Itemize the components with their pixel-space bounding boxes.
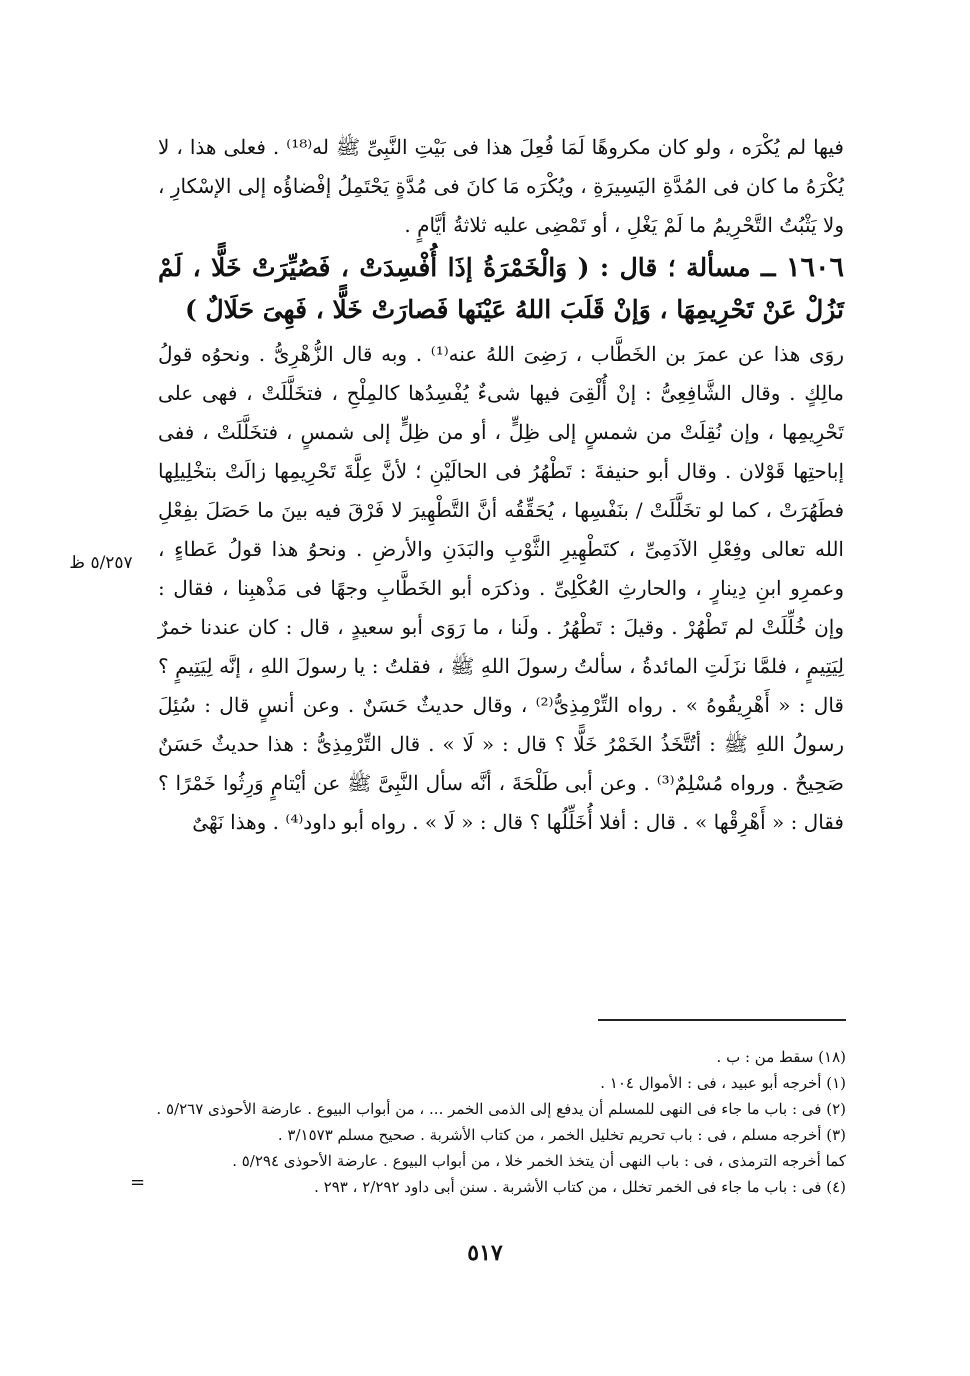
issue-number: ١٦٠٦ bbox=[785, 252, 844, 283]
paragraph-2: روَى هذا عن عمرَ بن الخَطَّاب ، رَضِىَ اللهُ عنه⁽¹⁾ . وبه قال الزُّهْرِىُّ . ونحوُه قولُ مالِكٍ . وقال الشَّافِعِىُّ : إنْ أُلْقِىَ فيها شىءٌ يُفْسِدُها كالمِلْحِ ، فتخَلَّلَتْ ، فهى على تَحْرِيمِها ، وإن نُقِلَتْ من شمسٍ إلى ظِلٍّ ، أو من ظِلٍّ إلى شمسٍ ، فتخَلَّلَتْ ، ففى إباحتِها قَوْلان . وقال أبو حنيفةَ : تَطْهُرُ فى الحالَيْنِ ؛ لأنَّ عِلَّةَ تَحْرِيمِها زالَتْ بتخْلِيلِها فطَهُرَتْ ، كما لو تخَلَّلَتْ / بنَفْسِها ، يُحَقِّقُه أنَّ التَّطْهِيرَ لا فَرْقَ فيه بينَ ما حَصَلَ بفِعْلِ الله تعالى وفِعْلِ الآدَمِىِّ ، كتَطْهِيرِ الثَّوْبِ والبَدَنِ والأرضِ . ونحوُ هذا قولُ عَطاءٍ ، وعمرِو ابنِ دِينارٍ ، والحارثِ العُكْلِىِّ . وذكرَه أبو الخَطَّابِ وجهًا فى مَذْهبِنا ، فقال : وإن خُلِّلَتْ لم تَطْهُرْ . وقيلَ : تَطْهُرُ . ولَنا ، ما رَوَى أبو سعيدٍ ، قال : كان عندنا خمرٌ لِيَتِيمٍ ، فلمَّا نزَلَتِ المائدةُ ، سألتُ رسولَ اللهِ ﷺ ، فقلتُ : يا رسولَ اللهِ ، إنَّه لِيَتِيمٍ ؟ قال : « أَهْرِيقُوهُ » . رواه التِّرْمِذِىُّ⁽²⁾ ، وقال حديثٌ حَسَنٌ . وعن أنسٍ قال : سُئِلَ رسولُ اللهِ ﷺ : أتُتَّخَذُ الخَمْرُ خَلًّا ؟ قال : « لَا » . قال التِّرْمِذِىُّ : هذا حديثٌ حَسَنٌ صَحِيحٌ . ورواه مُسْلِمٌ⁽³⁾ . وعن أبى طَلْحَةَ ، أنَّه سأل النَّبِىَّ ﷺ عن أيْتامٍ وَرِثُوا خَمْرًا ؟ فقال : « أَهْرِقْها » . قال : أفلا أُخَلِّلُها ؟ قال : « لَا » . رواه أبو داود⁽⁴⁾ . وهذا نَهْىٌ bbox=[158, 342, 845, 834]
footnote-item: كما أخرجه الترمذى ، فى : باب النهى أن يتخذ الخمر خلا ، من أبواب البيوع . عارضة الأحوذى ٥/٢٩٤ . bbox=[232, 1152, 846, 1170]
footnote-item: (١٨) سقط من : ب . bbox=[716, 1048, 846, 1066]
issue-heading-text: ــ مسألة ؛ قال : ( وَالْخَمْرَةُ إذَا أُفْسِدَتْ ، فَصُيِّرَتْ خَلًّا ، لَمْ تَزُلْ عَنْ تَحْرِيمِهَا ، وَإنْ قَلَبَ اللهُ عَيْنَها فَصارَتْ خَلًّا ، فَهِىَ حَلَالٌ ) bbox=[158, 253, 844, 324]
issue-heading bbox=[158, 247, 844, 331]
footnote-divider bbox=[598, 1019, 846, 1021]
footnote-item: (٤) فى : باب ما جاء فى الخمر تخلل ، من كتاب الأشربة . سنن أبى داود ٢/٢٩٢ ، ٢٩٣ . bbox=[314, 1178, 846, 1196]
footnote-item: (٣) أخرجه مسلم ، فى : باب تحريم تخليل الخمر ، من كتاب الأشربة . صحيح مسلم ٣/١٥٧٣ . bbox=[277, 1126, 846, 1144]
continuation-mark: = bbox=[130, 1172, 146, 1193]
footnote-item: (٢) فى : باب ما جاء فى النهى للمسلم أن يدفع إلى الذمى الخمر ... ، من أبواب البيوع . عارضة الأحوذى ٥/٢٦٧ . bbox=[156, 1100, 846, 1118]
margin-note: ٥/٢٥٧ ظ bbox=[69, 553, 133, 573]
footnote-item: (١) أخرجه أبو عبيد ، فى : الأموال ١٠٤ . bbox=[600, 1074, 846, 1092]
footnotes bbox=[118, 1044, 846, 1200]
page-number: ٥١٧ bbox=[467, 1240, 503, 1266]
paragraph-1: فيها لم يُكْرَه ، ولو كان مكروهًا لَمَا فُعِلَ هذا فى بَيْتِ النَّبِىِّ ﷺ له⁽¹⁸⁾ . فعلى هذا ، لا يُكْرَهُ ما كان فى المُدَّةِ اليَسِيرَةِ ، ويُكْرَه مَا كانَ فى مُدَّةٍ يَحْتَمِلُ إفْضاؤُه إلى الإسْكارِ ، ولا يَثْبُتُ التَّحْرِيمُ ما لَمْ يَغْلِ ، أو تَمْضِى عليه ثلاثةُ أيَّامٍ . bbox=[158, 135, 844, 237]
main-text-block bbox=[158, 128, 844, 842]
